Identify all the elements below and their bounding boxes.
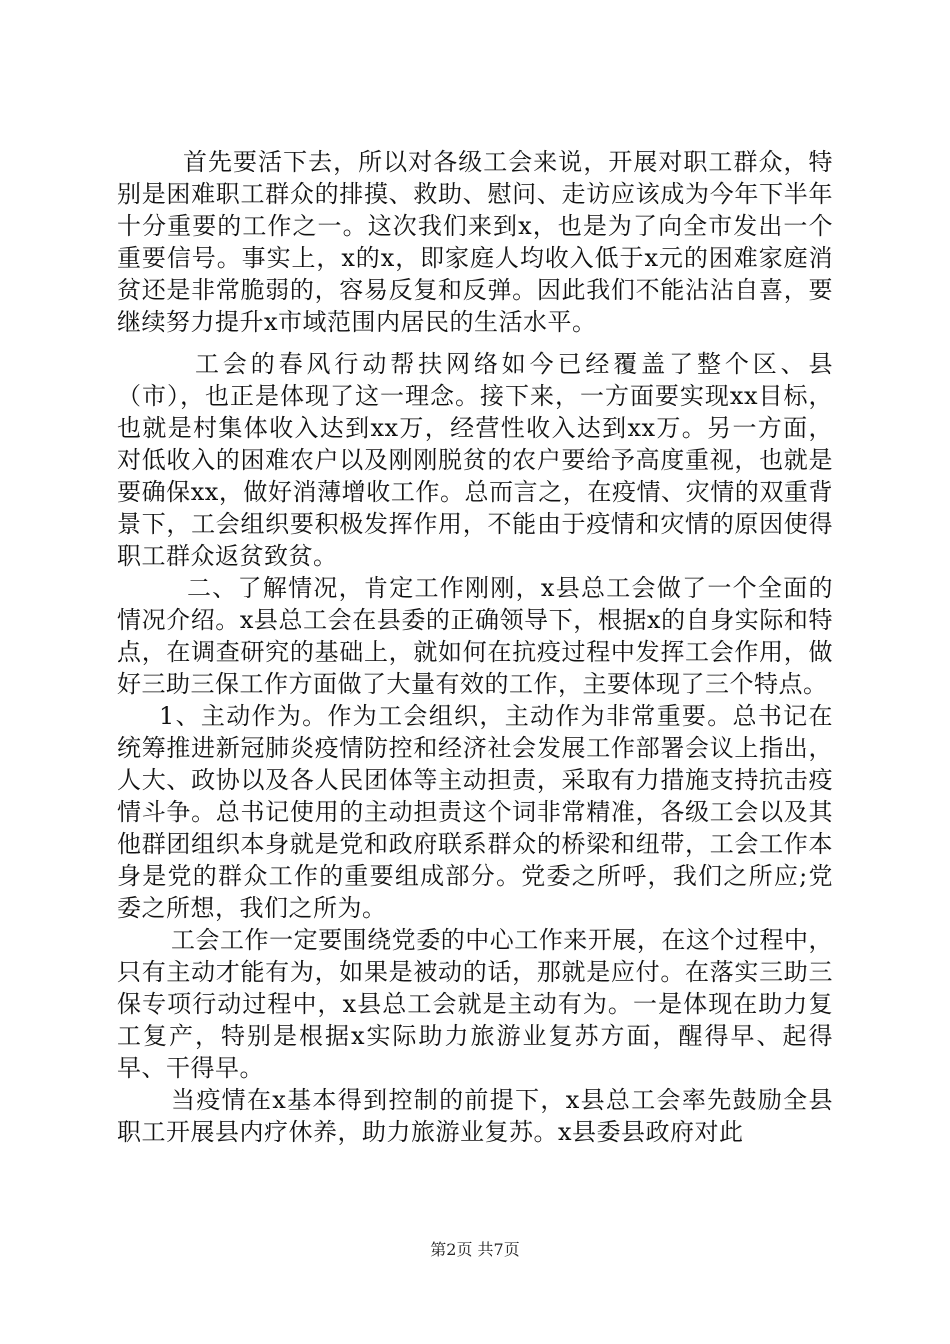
paragraph-3: 二、了解情况，肯定工作刚刚，x县总工会做了一个全面的情况介绍。x县总工会在县委的正确领导下，根据x的自身实际和特点，在调查研究的基础上，就如何在抗疫过程中发挥工会作用，做好三助三保工作方面做了大量有效的工作，主要体现了三个特点。 [117, 574, 833, 698]
body-text [117, 146, 833, 1148]
paragraph-4: 1、主动作为。作为工会组织，主动作为非常重要。总书记在统筹推进新冠肺炎疫情防控和经济社会发展工作部署会议上指出，人大、政协以及各人民团体等主动担责，采取有力措施支持抗击疫情斗争。总书记使用的主动担责这个词非常精准，各级工会以及其他群团组织本身就是党和政府联系群众的桥梁和纽带，工会工作本身是党的群众工作的重要组成部分。党委之所呼，我们之所应;党委之所想，我们之所为。 [117, 702, 833, 922]
paragraph-5: 工会工作一定要围绕党委的中心工作来开展，在这个过程中，只有主动才能有为，如果是被动的话，那就是应付。在落实三助三保专项行动过程中，x县总工会就是主动有为。一是体现在助力复工复产，特别是根据x实际助力旅游业复苏方面，醒得早、起得早、干得早。 [117, 926, 833, 1082]
paragraph-6: 当疫情在x基本得到控制的前提下，x县总工会率先鼓励全县职工开展县内疗休养，助力旅游业复苏。x县委县政府对此 [117, 1086, 833, 1146]
paragraph-1: 首先要活下去，所以对各级工会来说，开展对职工群众，特别是困难职工群众的排摸、救助、慰问、走访应该成为今年下半年十分重要的工作之一。这次我们来到x，也是为了向全市发出一个重要信号。事实上，x的x，即家庭人均收入低于x元的困难家庭消贫还是非常脆弱的，容易反复和反弹。因此我们不能沾沾自喜，要继续努力提升x市域范围内居民的生活水平。 [117, 148, 833, 336]
page-footer: 第2页 共7页 [430, 1240, 520, 1259]
paragraph-2: 工会的春风行动帮扶网络如今已经覆盖了整个区、县（市），也正是体现了这一理念。接下来，一方面要实现xx目标，也就是村集体收入达到xx万，经营性收入达到xx万。另一方面，对低收入的困难农户以及刚刚脱贫的农户要给予高度重视，也就是要确保xx，做好消薄增收工作。总而言之，在疫情、灾情的双重背景下，工会组织要积极发挥作用，不能由于疫情和灾情的原因使得职工群众返贫致贫。 [117, 350, 833, 570]
